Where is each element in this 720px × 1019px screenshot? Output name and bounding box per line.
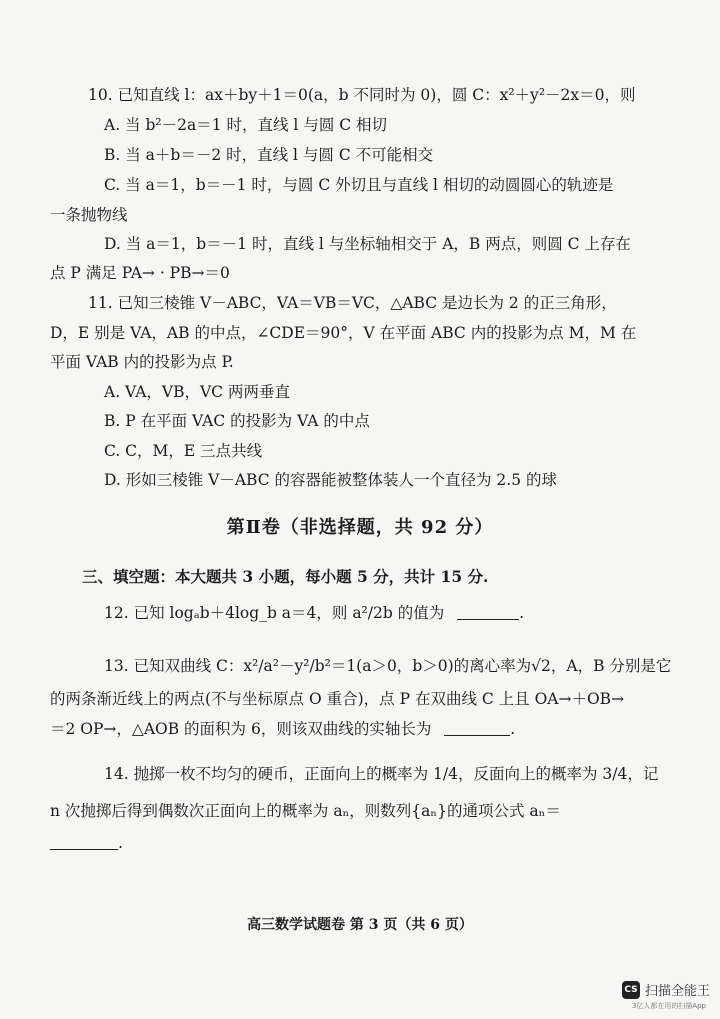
scanner-watermark <box>622 980 710 999</box>
q10-option-c-line2: 一条抛物线 <box>50 206 128 224</box>
q10-option-c-line1: C. 当 a＝1，b＝－1 时，与圆 C 外切且与直线 l 相切的动圆圆心的轨迹是 <box>104 176 614 194</box>
q10-option-d-line2: 点 P 满足 PA→ · PB→＝0 <box>50 264 230 282</box>
q14-answer-blank <box>50 835 118 850</box>
q14-line3 <box>0 832 720 854</box>
q14-end: . <box>118 834 123 852</box>
q11-option-c: C. C，M，E 三点共线 <box>104 442 263 460</box>
q13-line2: 的两条渐近线上的两点(不与坐标原点 O 重合)，点 P 在双曲线 C 上且 OA→＋OB→ <box>50 690 625 708</box>
q13-line1: 13. 已知双曲线 C：x²/a²－y²/b²＝1(a＞0，b＞0)的离心率为√2，A，B 分别是它 <box>104 657 672 675</box>
fill-in-heading: 三、填空题：本大题共 3 小题，每小题 5 分，共计 15 分. <box>82 567 489 586</box>
q14-line2: n 次抛掷后得到偶数次正面向上的概率为 aₙ，则数列{aₙ}的通项公式 aₙ＝ <box>50 802 561 820</box>
page-footer: 高三数学试题卷 第 3 页（共 6 页） <box>247 917 473 933</box>
q12-end: . <box>519 604 525 622</box>
camscanner-icon: CS <box>622 981 640 999</box>
scanner-tagline: 3亿人都在用的扫描App <box>631 1002 706 1010</box>
q11-stem-line2: D，E 别是 VA，AB 的中点，∠CDE＝90°，V 在平面 ABC 内的投影为点 M，M 在 <box>50 324 637 342</box>
q10-stem: 10. 已知直线 l：ax＋by＋1＝0(a，b 不同时为 0)，圆 C：x²＋y²－2x＝0，则 <box>88 86 636 104</box>
q11-option-b: B. P 在平面 VAC 的投影为 VA 的中点 <box>104 412 370 430</box>
q13-line3 <box>0 718 720 740</box>
q13-end: . <box>510 720 516 738</box>
q11-stem-line1: 11. 已知三棱锥 V－ABC，VA＝VB＝VC，△ABC 是边长为 2 的正三角形， <box>88 294 617 312</box>
q13-answer-blank <box>444 721 510 736</box>
q11-option-d: D. 形如三棱锥 V－ABC 的容器能被整体装人一个直径为 2.5 的球 <box>104 471 558 489</box>
q14-line1: 14. 抛掷一枚不均匀的硬币，正面向上的概率为 1/4，反面向上的概率为 3/4，记 <box>104 765 659 783</box>
q11-option-a: A. VA，VB，VC 两两垂直 <box>104 383 290 401</box>
q10-option-b: B. 当 a＋b＝－2 时，直线 l 与圆 C 不可能相交 <box>104 146 434 164</box>
scanner-app-name: 扫描全能王 <box>644 984 710 999</box>
section-ii-title: 第Ⅱ卷（非选择题，共 92 分） <box>226 517 494 538</box>
q10-option-a: A. 当 b²－2a＝1 时，直线 l 与圆 C 相切 <box>104 116 388 134</box>
q13-line3-text: ＝2 OP→，△AOB 的面积为 6，则该双曲线的实轴长为 <box>50 720 432 738</box>
q12-line <box>0 602 720 624</box>
q11-stem-line3: 平面 VAB 内的投影为点 P. <box>50 353 234 371</box>
q12-text: 12. 已知 logₐb＋4log_b a＝4，则 a²/2b 的值为 <box>104 604 445 622</box>
q10-option-d-line1: D. 当 a＝1，b＝－1 时，直线 l 与坐标轴相交于 A，B 两点，则圆 C 上存在 <box>104 235 631 253</box>
q12-answer-blank <box>457 605 519 620</box>
